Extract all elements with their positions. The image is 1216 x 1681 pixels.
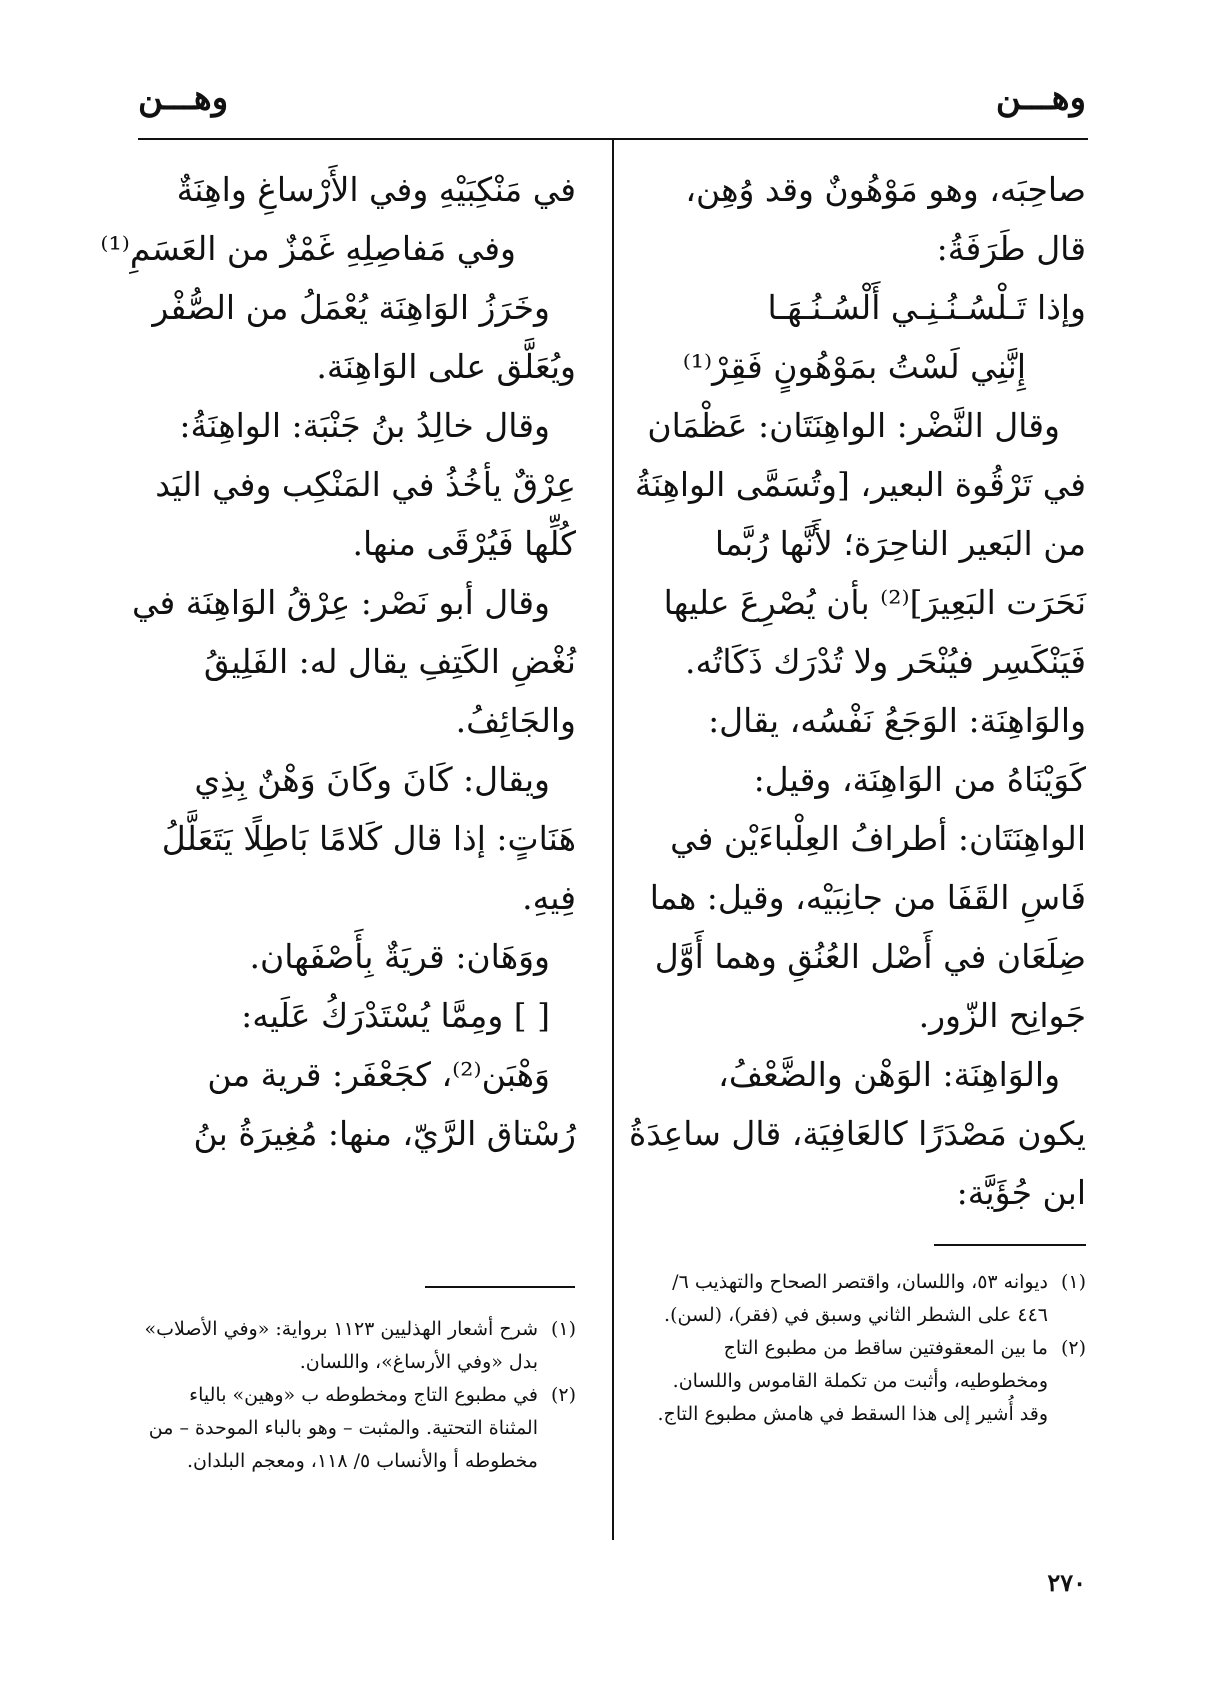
- text-line: كُلِّها فَيُرْقَى منها.: [352, 524, 576, 563]
- footnote-number: (١): [550, 1318, 576, 1340]
- text-line: والوَاهِنَة: الوَهْن والضَّعْفُ،: [718, 1055, 1060, 1094]
- text-line: ووَهَان: قريَةٌ بِأَصْفَهان.: [249, 937, 550, 976]
- text-line: ويُعَلَّق على الوَاهِنَة.: [316, 347, 576, 386]
- text-line: من البَعير الناحِرَة؛ لأَنَّها رُبَّما: [714, 524, 1086, 563]
- text-line: وقال النَّضْر: الواهِنَتَان: عَظْمَان: [647, 406, 1060, 445]
- footnote-number: (١): [1060, 1271, 1086, 1293]
- text-line: والجَائِفُ.: [455, 701, 576, 740]
- running-head-right: وهـــن: [995, 78, 1086, 118]
- text-line: صاحِبَه، وهو مَوْهُونٌ وقد وُهِن،: [685, 170, 1086, 209]
- running-head-left: وهـــن: [138, 78, 229, 118]
- text-line: نُغْضِ الكَتِفِ يقال له: الفَلِيقُ: [203, 642, 576, 681]
- text-line: فَيَنْكَسِر فيُنْحَر ولا تُدْرَك ذَكَاتُه.: [685, 642, 1086, 681]
- footnote: [648, 1332, 1086, 1431]
- text-line: [ ] ومِمَّا يُسْتَدْرَكُ عَلَيه:: [241, 996, 550, 1035]
- text-line: وخَرَزُ الوَاهِنَة يُعْمَلُ من الصُّفْر: [152, 288, 550, 327]
- text-line: قال طَرَفَةُ:: [936, 229, 1086, 268]
- text-line: إِنَّنِي لَسْتُ بمَوْهُونٍ فَقِرْ⁽¹⁾: [682, 347, 1026, 386]
- footnote-rule-left: [425, 1286, 575, 1288]
- text-line: عِرْقٌ يأخُذُ في المَنْكِب وفي اليَد: [155, 465, 576, 504]
- text-line: رُسْتاق الرَّيّ، منها: مُغِيرَةُ بنُ: [193, 1114, 576, 1153]
- footnotes-left: [140, 1313, 576, 1478]
- right-column: [628, 160, 1086, 1222]
- text-line: نَحَرَت البَعِيرَ]⁽²⁾ بأن يُصْرِعَ عليها: [663, 583, 1086, 622]
- text-line: ابن جُؤَيَّة:: [956, 1173, 1086, 1212]
- footnote: [648, 1266, 1086, 1332]
- text-line: الواهِنَتَان: أطرافُ العِلْباءَيْن في: [670, 819, 1086, 858]
- text-line: ضِلَعَان في أَصْل العُنُقِ وهما أَوَّل: [654, 937, 1086, 976]
- footnote-text: شرح أشعار الهذليين ١١٢٣ برواية: «وفي الأصلاب» بدل «وفي الأرساغ»، واللسان.: [144, 1318, 538, 1373]
- text-line: وقال خالِدُ بنُ جَنْبَة: الواهِنَةُ:: [179, 406, 550, 445]
- footnote: [140, 1313, 576, 1379]
- footnote-number: (٢): [550, 1384, 576, 1406]
- footnote-number: (٢): [1060, 1337, 1086, 1359]
- footnote-rule-right: [934, 1244, 1086, 1246]
- footnote: [140, 1379, 576, 1478]
- text-line: ويقال: كَانَ وكَانَ وَهْنٌ بِذِي: [194, 760, 550, 799]
- column-divider: [612, 140, 614, 1540]
- text-line: وقال أبو نَصْر: عِرْقُ الوَاهِنَة في: [132, 583, 550, 622]
- footnote-text: ديوانه ٥٣، واللسان، واقتصر الصحاح والتهذيب ٦/ ٤٤٦ على الشطر الثاني وسبق في (فقر)، (لسن).: [664, 1271, 1048, 1326]
- text-line: فَاسِ القَفَا من جانِبَيْه، وقيل: هما: [649, 878, 1086, 917]
- text-line: جَوانِح الزّور.: [918, 996, 1086, 1035]
- footnote-text: ما بين المعقوفتين ساقط من مطبوع التاج ومخطوطيه، وأثبت من تكملة القاموس واللسان. وقد أُشير إلى هذا السقط في هامش مطبوع التاج.: [657, 1337, 1048, 1425]
- text-line: هَنَاتٍ: إذا قال كَلامًا بَاطِلًا يَتَعَلَّلُ: [161, 819, 576, 858]
- text-line: يكون مَصْدَرًا كالعَافِيَة، قال ساعِدَةُ: [628, 1114, 1086, 1153]
- text-line: والوَاهِنَة: الوَجَعُ نَفْسُه، يقال:: [708, 701, 1086, 740]
- text-line: كَوَيْنَاهُ من الوَاهِنَة، وقيل:: [753, 760, 1086, 799]
- text-line: في مَنْكِبَيْهِ وفي الأَرْساغِ واهِنَةٌ: [176, 170, 576, 209]
- text-line: في تَرْقُوة البعير، [وتُسَمَّى الواهِنَةُ: [634, 465, 1086, 504]
- text-line: وفي مَفاصِلِهِ غَمْزٌ من العَسَمِ⁽¹⁾: [100, 229, 516, 268]
- left-column: [100, 160, 576, 1163]
- footnote-text: في مطبوع التاج ومخطوطه ب «وهين» بالياء المثناة التحتية. والمثبت – وهو بالباء الموحدة – من مخطوطه أ والأنساب ٥/ ١١٨، ومعجم البلدان.: [148, 1384, 538, 1472]
- text-line: وَهْبَن⁽²⁾، كجَعْفَر: قرية من: [207, 1055, 550, 1094]
- footnotes-right: [648, 1266, 1086, 1431]
- text-line: وإذا تَـلْسُـنُـنِـي أَلْسُـنُـهَـا: [767, 288, 1086, 327]
- text-line: فِيهِ.: [522, 878, 576, 917]
- page-number: ٢٧٠: [1047, 1568, 1086, 1597]
